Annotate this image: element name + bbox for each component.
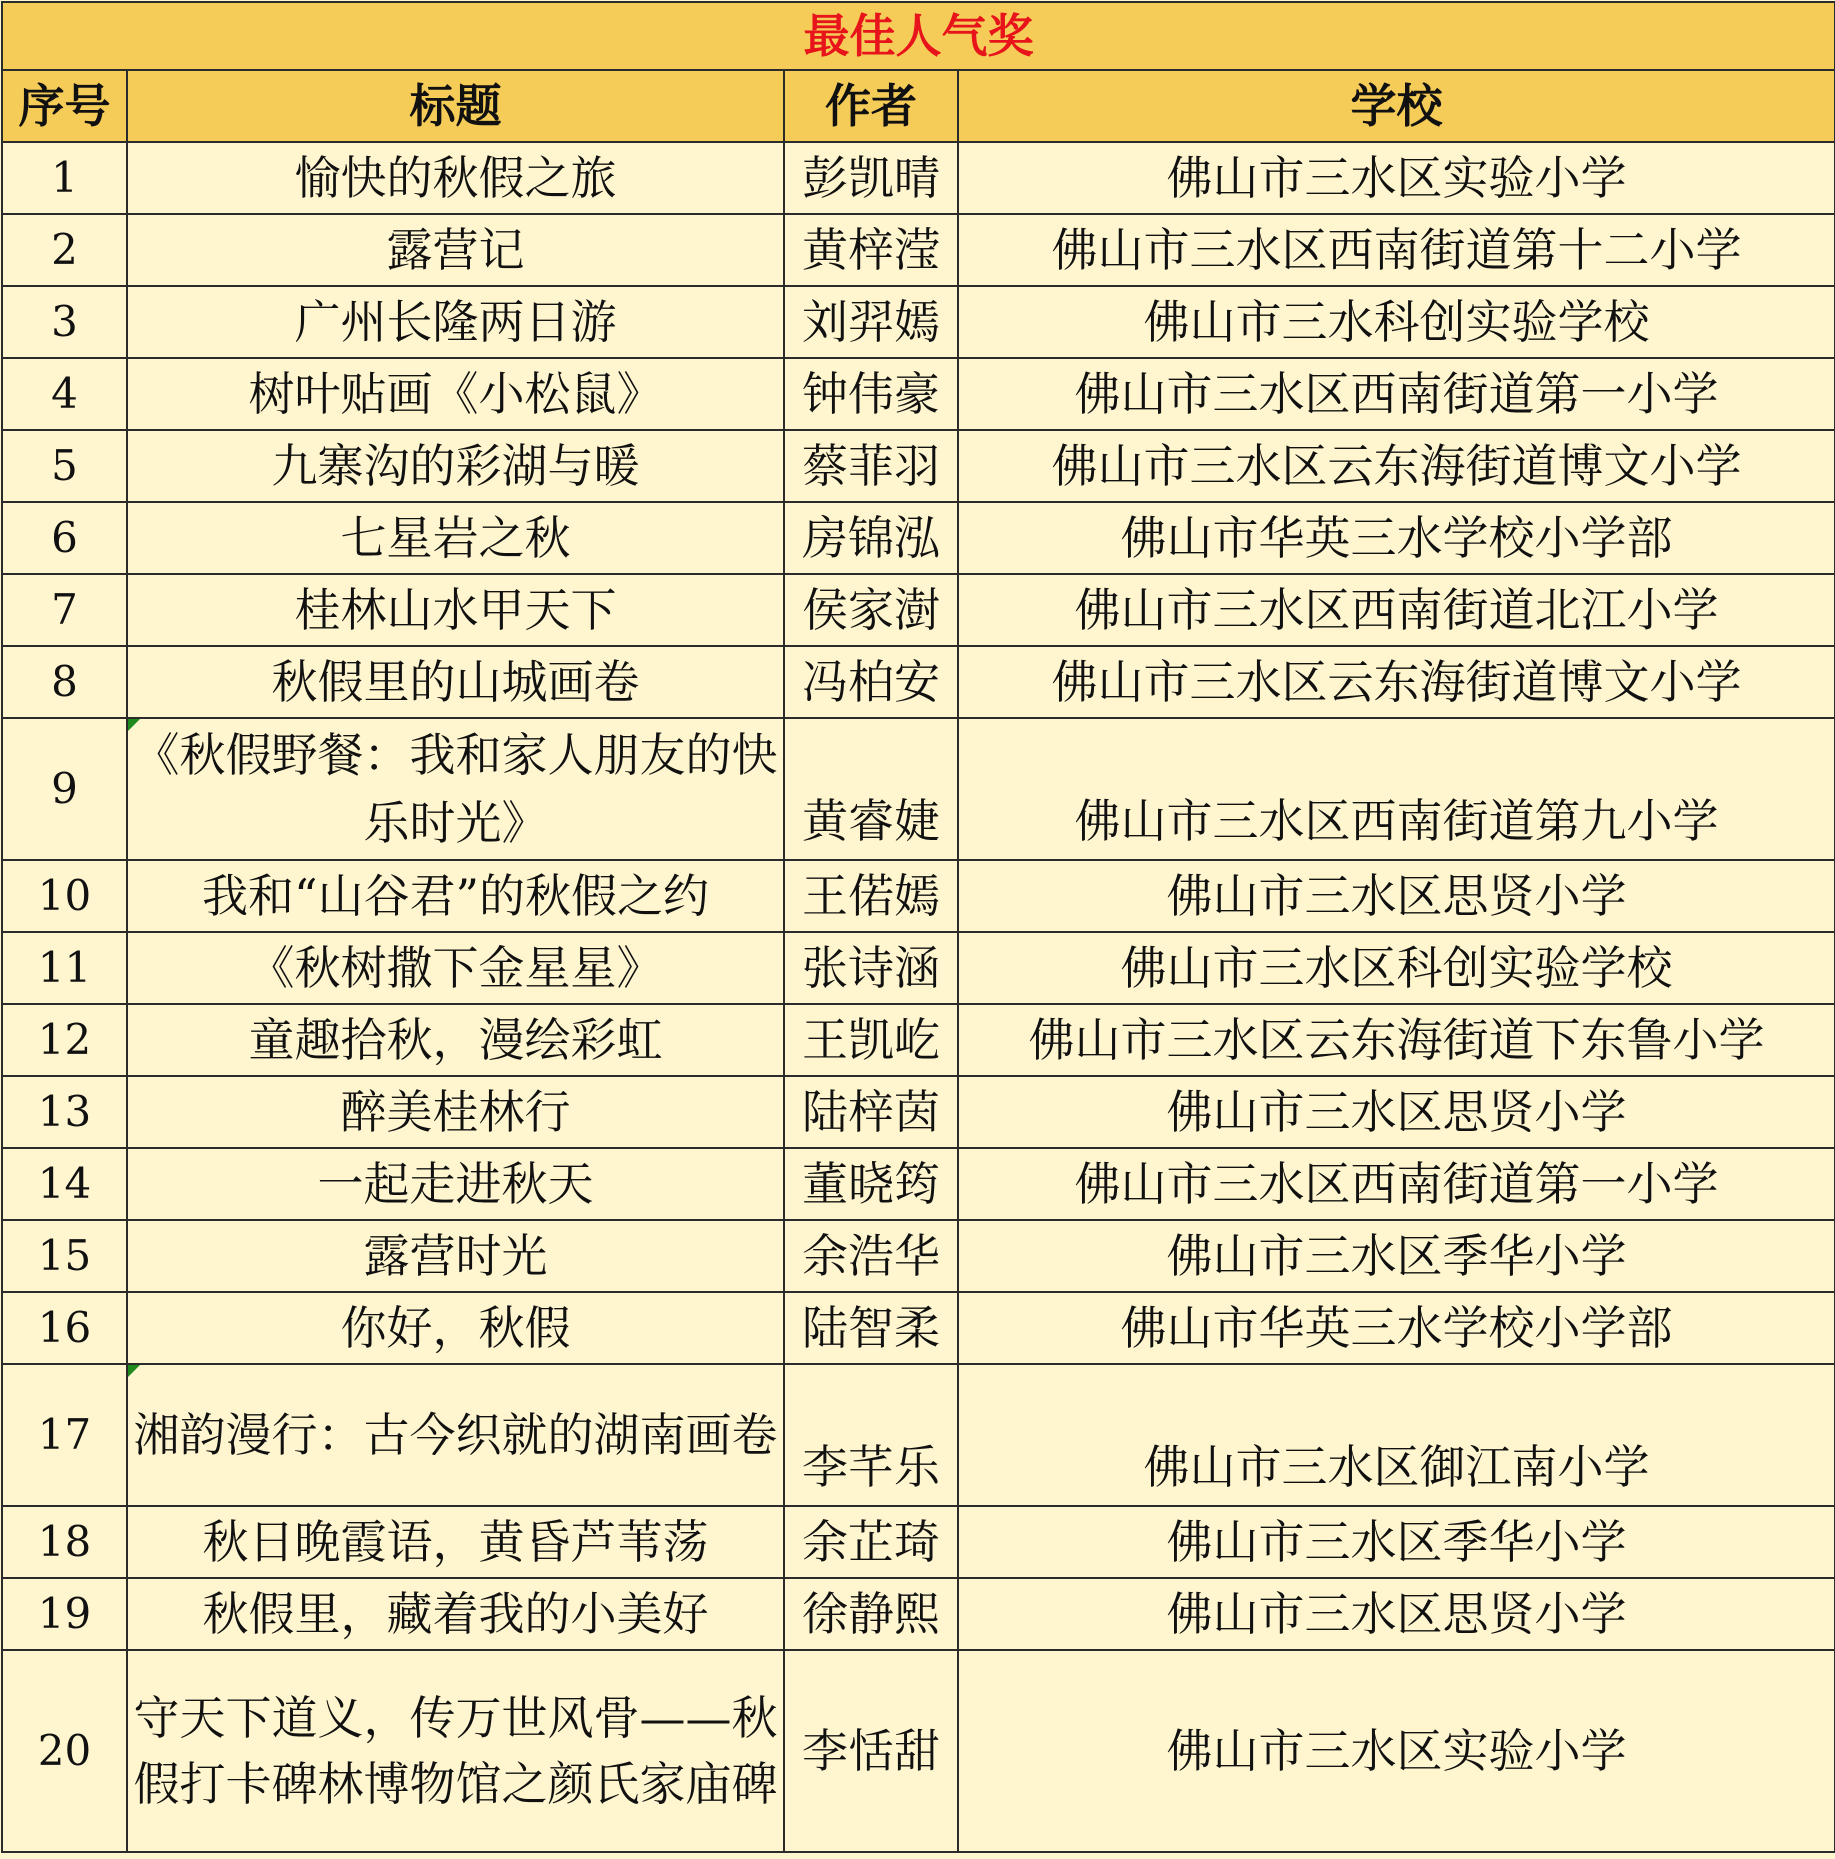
cell-author: 彭凯晴 xyxy=(784,142,958,214)
cell-school: 佛山市三水区思贤小学 xyxy=(958,1076,1835,1148)
cell-no: 8 xyxy=(2,646,127,718)
cell-author: 侯家澍 xyxy=(784,574,958,646)
cell-title: 桂林山水甲天下 xyxy=(127,574,784,646)
cell-author: 张诗涵 xyxy=(784,932,958,1004)
cell-no: 13 xyxy=(2,1076,127,1148)
cell-no: 20 xyxy=(2,1650,127,1852)
table-row xyxy=(2,502,1835,574)
cell-author: 董晓筠 xyxy=(784,1148,958,1220)
cell-no: 6 xyxy=(2,502,127,574)
cell-title: 秋日晚霞语，黄昏芦苇荡 xyxy=(127,1506,784,1578)
cell-no: 12 xyxy=(2,1004,127,1076)
cell-no: 9 xyxy=(2,718,127,860)
cell-school: 佛山市三水区西南街道第一小学 xyxy=(958,1148,1835,1220)
header-title: 标题 xyxy=(127,70,784,142)
cell-school: 佛山市三水区实验小学 xyxy=(958,142,1835,214)
cell-school: 佛山市三水区思贤小学 xyxy=(958,1578,1835,1650)
cell-no: 1 xyxy=(2,142,127,214)
table-row xyxy=(2,1506,1835,1578)
cell-title: 秋假里，藏着我的小美好 xyxy=(127,1578,784,1650)
cell-no: 16 xyxy=(2,1292,127,1364)
cell-title: 童趣拾秋，漫绘彩虹 xyxy=(127,1004,784,1076)
award-table xyxy=(1,1,1835,1853)
table-row xyxy=(2,718,1835,860)
table-row xyxy=(2,932,1835,1004)
table-row xyxy=(2,646,1835,718)
comment-marker xyxy=(128,1365,140,1377)
table-row xyxy=(2,1650,1835,1852)
header-author: 作者 xyxy=(784,70,958,142)
cell-school: 佛山市三水区西南街道第一小学 xyxy=(958,358,1835,430)
cell-author: 黄睿婕 xyxy=(784,718,958,860)
table-row xyxy=(2,358,1835,430)
table-row xyxy=(2,574,1835,646)
cell-school: 佛山市三水区西南街道第九小学 xyxy=(958,718,1835,860)
cell-title: 露营记 xyxy=(127,214,784,286)
cell-school: 佛山市三水区季华小学 xyxy=(958,1506,1835,1578)
cell-school: 佛山市三水区季华小学 xyxy=(958,1220,1835,1292)
table-title: 最佳人气奖 xyxy=(2,2,1835,70)
cell-school: 佛山市华英三水学校小学部 xyxy=(958,502,1835,574)
cell-title: 九寨沟的彩湖与暖 xyxy=(127,430,784,502)
cell-school: 佛山市三水区科创实验学校 xyxy=(958,932,1835,1004)
table-row xyxy=(2,142,1835,214)
table-row xyxy=(2,1220,1835,1292)
comment-marker xyxy=(128,719,140,731)
cell-no: 4 xyxy=(2,358,127,430)
cell-school: 佛山市三水区云东海街道博文小学 xyxy=(958,646,1835,718)
cell-author: 李芊乐 xyxy=(784,1364,958,1506)
cell-title-text: 湘韵漫行：古今织就的湖南画卷 xyxy=(133,1408,778,1462)
cell-title xyxy=(127,718,784,860)
cell-title: 你好，秋假 xyxy=(127,1292,784,1364)
cell-title: 《秋树撒下金星星》 xyxy=(127,932,784,1004)
cell-author: 王偌嫣 xyxy=(784,860,958,932)
cell-author: 刘羿嫣 xyxy=(784,286,958,358)
table-row xyxy=(2,1364,1835,1506)
cell-no: 15 xyxy=(2,1220,127,1292)
cell-no: 5 xyxy=(2,430,127,502)
table-row xyxy=(2,1148,1835,1220)
cell-no: 11 xyxy=(2,932,127,1004)
cell-no: 10 xyxy=(2,860,127,932)
cell-author: 冯柏安 xyxy=(784,646,958,718)
cell-no: 17 xyxy=(2,1364,127,1506)
cell-title: 秋假里的山城画卷 xyxy=(127,646,784,718)
cell-school: 佛山市三水区西南街道北江小学 xyxy=(958,574,1835,646)
cell-title: 七星岩之秋 xyxy=(127,502,784,574)
header-row xyxy=(2,70,1835,142)
cell-author: 王凯屹 xyxy=(784,1004,958,1076)
cell-author: 李恬甜 xyxy=(784,1650,958,1852)
cell-school: 佛山市三水区云东海街道下东鲁小学 xyxy=(958,1004,1835,1076)
cell-author: 陆智柔 xyxy=(784,1292,958,1364)
header-no: 序号 xyxy=(2,70,127,142)
table-row xyxy=(2,430,1835,502)
cell-no: 2 xyxy=(2,214,127,286)
cell-title: 我和“山谷君”的秋假之约 xyxy=(127,860,784,932)
cell-title: 守天下道义，传万世风骨——秋假打卡碑林博物馆之颜氏家庙碑 xyxy=(127,1650,784,1852)
header-school: 学校 xyxy=(958,70,1835,142)
cell-title: 广州长隆两日游 xyxy=(127,286,784,358)
cell-author: 蔡菲羽 xyxy=(784,430,958,502)
cell-school: 佛山市三水区云东海街道博文小学 xyxy=(958,430,1835,502)
cell-school: 佛山市三水区御江南小学 xyxy=(958,1364,1835,1506)
cell-title: 愉快的秋假之旅 xyxy=(127,142,784,214)
cell-title: 醉美桂林行 xyxy=(127,1076,784,1148)
table-row xyxy=(2,1578,1835,1650)
cell-author: 陆梓茵 xyxy=(784,1076,958,1148)
table-row xyxy=(2,860,1835,932)
cell-no: 3 xyxy=(2,286,127,358)
cell-title xyxy=(127,1364,784,1506)
table-row xyxy=(2,1292,1835,1364)
cell-author: 徐静熙 xyxy=(784,1578,958,1650)
cell-title-text: 《秋假野餐：我和家人朋友的快乐时光》 xyxy=(133,728,778,850)
cell-author: 房锦泓 xyxy=(784,502,958,574)
cell-no: 7 xyxy=(2,574,127,646)
table-row xyxy=(2,1004,1835,1076)
cell-author: 钟伟豪 xyxy=(784,358,958,430)
cell-school: 佛山市三水区实验小学 xyxy=(958,1650,1835,1852)
table-row xyxy=(2,286,1835,358)
cell-school: 佛山市三水科创实验学校 xyxy=(958,286,1835,358)
cell-no: 18 xyxy=(2,1506,127,1578)
cell-title: 树叶贴画《小松鼠》 xyxy=(127,358,784,430)
cell-school: 佛山市三水区思贤小学 xyxy=(958,860,1835,932)
table-row xyxy=(2,214,1835,286)
cell-author: 黄梓滢 xyxy=(784,214,958,286)
cell-school: 佛山市华英三水学校小学部 xyxy=(958,1292,1835,1364)
cell-author: 余浩华 xyxy=(784,1220,958,1292)
cell-no: 19 xyxy=(2,1578,127,1650)
cell-no: 14 xyxy=(2,1148,127,1220)
cell-author: 余芷琦 xyxy=(784,1506,958,1578)
cell-title: 露营时光 xyxy=(127,1220,784,1292)
cell-school: 佛山市三水区西南街道第十二小学 xyxy=(958,214,1835,286)
table-row xyxy=(2,1076,1835,1148)
cell-title: 一起走进秋天 xyxy=(127,1148,784,1220)
